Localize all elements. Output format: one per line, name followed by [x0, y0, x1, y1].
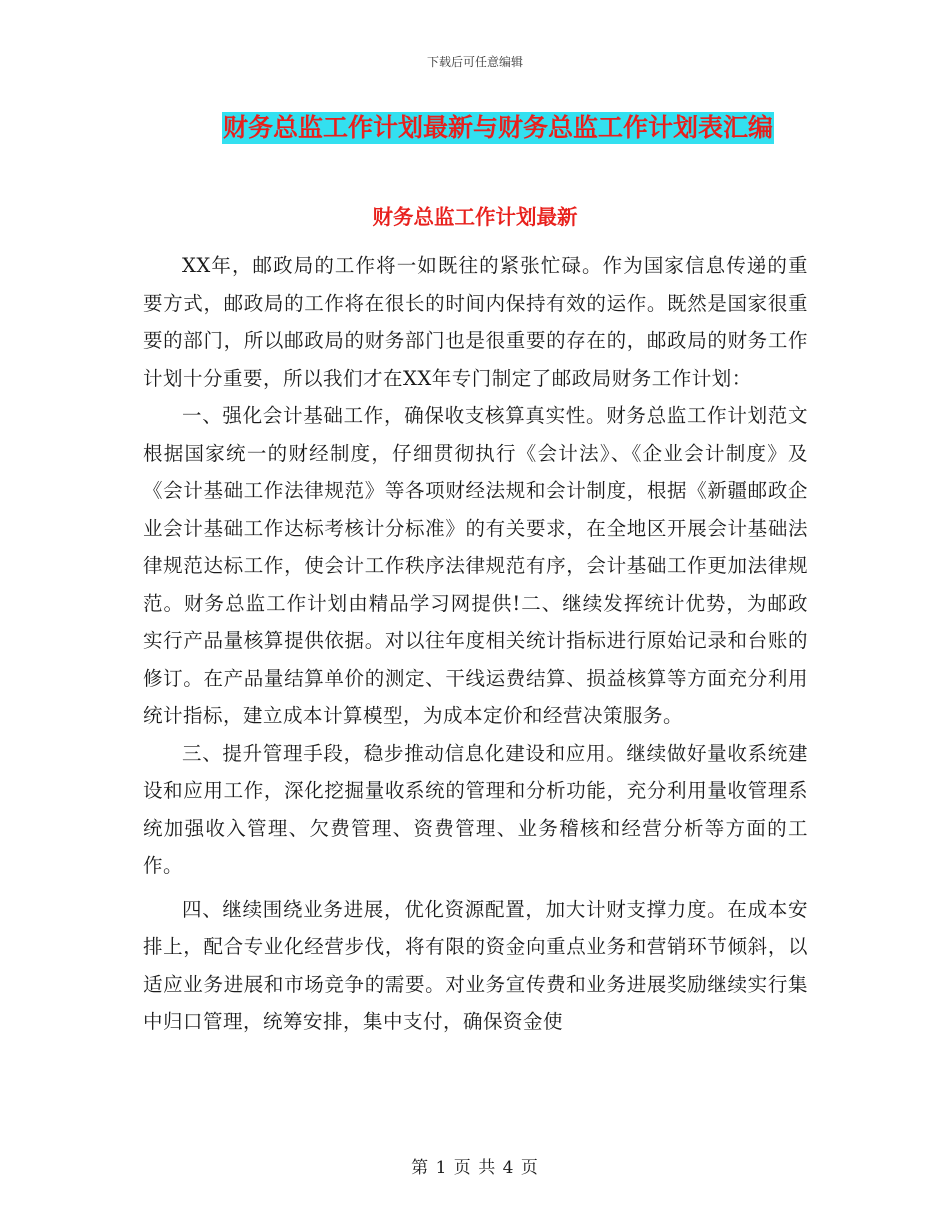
- paragraph-item-three: 三、提升管理手段，稳步推动信息化建设和应用。继续做好量收系统建设和应用工作，深化挖掘量收系统的管理和分析功能，充分利用量收管理系统加强收入管理、欠费管理、资费管理、业务稽核和经营分析等方面的工作。: [143, 741, 808, 877]
- paragraph-item-one-two: 一、强化会计基础工作，确保收支核算真实性。财务总监工作计划范文根据国家统一的财经制度，仔细贯彻执行《会计法》、《企业会计制度》及《会计基础工作法律规范》等各项财经法规和会计制度，根据《新疆邮政企业会计基础工作达标考核计分标准》的有关要求，在全地区开展会计基础法律规范达标工作，使会计工作秩序法律规范有序，会计基础工作更加法律规范。财务总监工作计划由精品学习网提供!二、继续发挥统计优势，为邮政实行产品量核算提供依据。对以往年度相关统计指标进行原始记录和台账的修订。在产品量结算单价的测定、干线运费结算、损益核算等方面充分利用统计指标，建立成本计算模型，为成本定价和经营决策服务。: [143, 404, 808, 727]
- document-main-title: 财务总监工作计划最新与财务总监工作计划表汇编: [222, 113, 773, 142]
- section-title: 财务总监工作计划最新: [372, 205, 578, 229]
- document-body: [143, 247, 808, 1041]
- paragraph-intro: XX年，邮政局的工作将一如既往的紧张忙碌。作为国家信息传递的重要方式，邮政局的工作将在很长的时间内保持有效的运作。既然是国家很重要的部门，所以邮政局的财务部门也是很重要的存在的，邮政局的财务工作计划十分重要，所以我们才在XX年专门制定了邮政局财务工作计划：: [143, 254, 808, 390]
- main-title-container: [0, 112, 950, 144]
- page-footer-indicator: 第 1 页 共 4 页: [411, 1158, 539, 1178]
- paragraph-item-four: 四、继续围绕业务进展，优化资源配置，加大计财支撑力度。在成本安排上，配合专业化经营步伐，将有限的资金向重点业务和营销环节倾斜，以适应业务进展和市场竞争的需要。对业务宣传费和业务进展奖励继续实行集中归口管理，统筹安排，集中支付，确保资金使: [143, 897, 808, 1033]
- page-header-note: 下载后可任意编辑: [426, 55, 523, 69]
